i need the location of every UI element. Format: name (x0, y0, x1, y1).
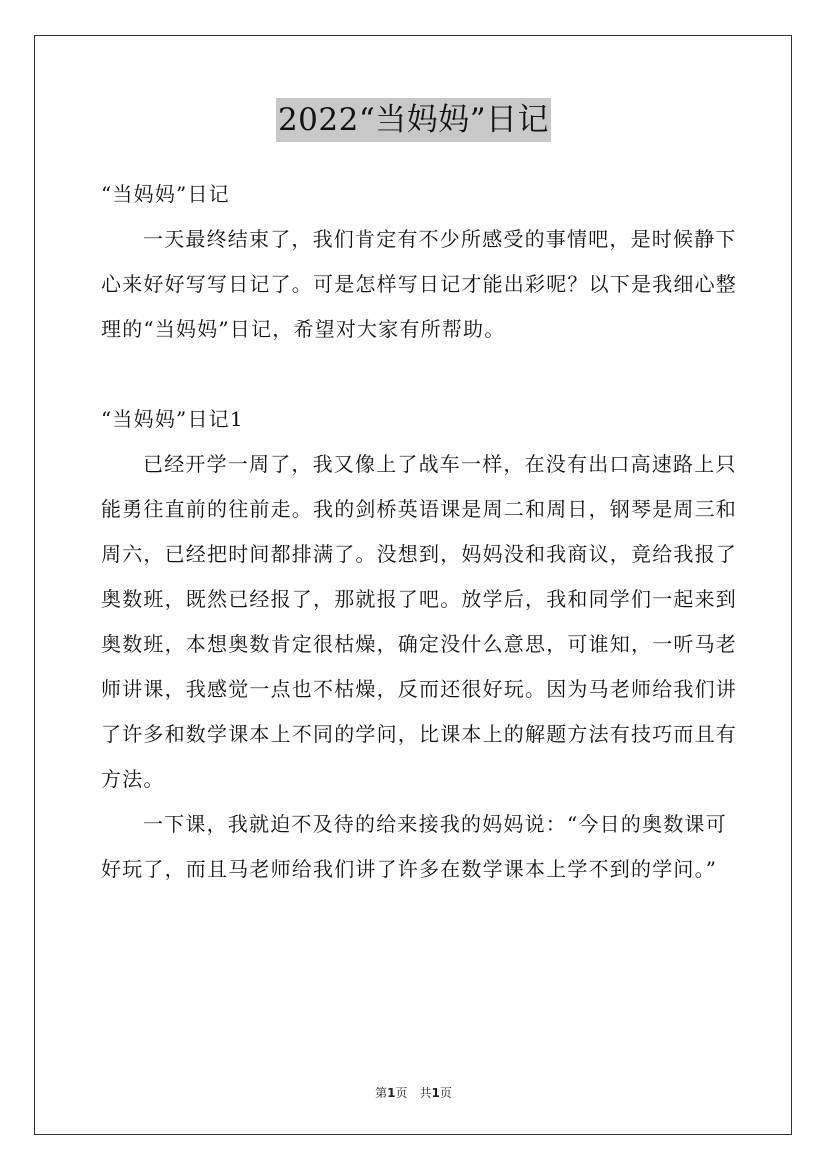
footer-prefix: 第 (375, 1086, 388, 1100)
paragraph-line: 好玩了，而且马老师给我们讲了许多在数学课本上学不到的学问。” (101, 857, 718, 881)
section-heading: “当妈妈”日记 (101, 182, 230, 206)
footer-page-total: 1 (431, 1086, 440, 1100)
paragraph-line: 奥数班，本想奥数肯定很枯燥，确定没什么意思，可谁知，一听马老 (101, 632, 737, 656)
page-footer (0, 1084, 827, 1101)
paragraph-line: 师讲课，我感觉一点也不枯燥，反而还很好玩。因为马老师给我们讲 (101, 677, 737, 701)
section-heading: “当妈妈”日记1 (101, 407, 244, 431)
paragraph-line: 能勇往直前的往前走。我的剑桥英语课是周二和周日，钢琴是周三和 (101, 497, 737, 521)
paragraph-line: 一天最终结束了，我们肯定有不少所感受的事情吧，是时候静下 (143, 227, 737, 251)
document-title: 2022“当妈妈”日记 (276, 98, 551, 142)
paragraph-line: 理的“当妈妈”日记，希望对大家有所帮助。 (101, 317, 506, 341)
paragraph-line: 心来好好写写日记了。可是怎样写日记才能出彩呢？以下是我细心整 (101, 272, 737, 296)
paragraph-line: 奥数班，既然已经报了，那就报了吧。放学后，我和同学们一起来到 (101, 587, 737, 611)
footer-mid: 页 共 (395, 1086, 432, 1100)
paragraph-line: 了许多和数学课本上不同的学问，比课本上的解题方法有技巧而且有 (101, 722, 737, 746)
footer-page-current: 1 (387, 1086, 396, 1100)
blank-line (101, 352, 727, 397)
title-container (0, 98, 827, 142)
paragraph-line: 一下课，我就迫不及待的给来接我的妈妈说：“今日的奥数课可 (143, 812, 727, 836)
footer-suffix: 页 (439, 1086, 452, 1100)
paragraph-line: 方法。 (101, 767, 165, 791)
paragraph-line: 周六，已经把时间都排满了。没想到，妈妈没和我商议，竟给我报了 (101, 542, 737, 566)
document-body (101, 172, 737, 892)
paragraph-line: 已经开学一周了，我又像上了战车一样，在没有出口高速路上只 (143, 452, 737, 476)
